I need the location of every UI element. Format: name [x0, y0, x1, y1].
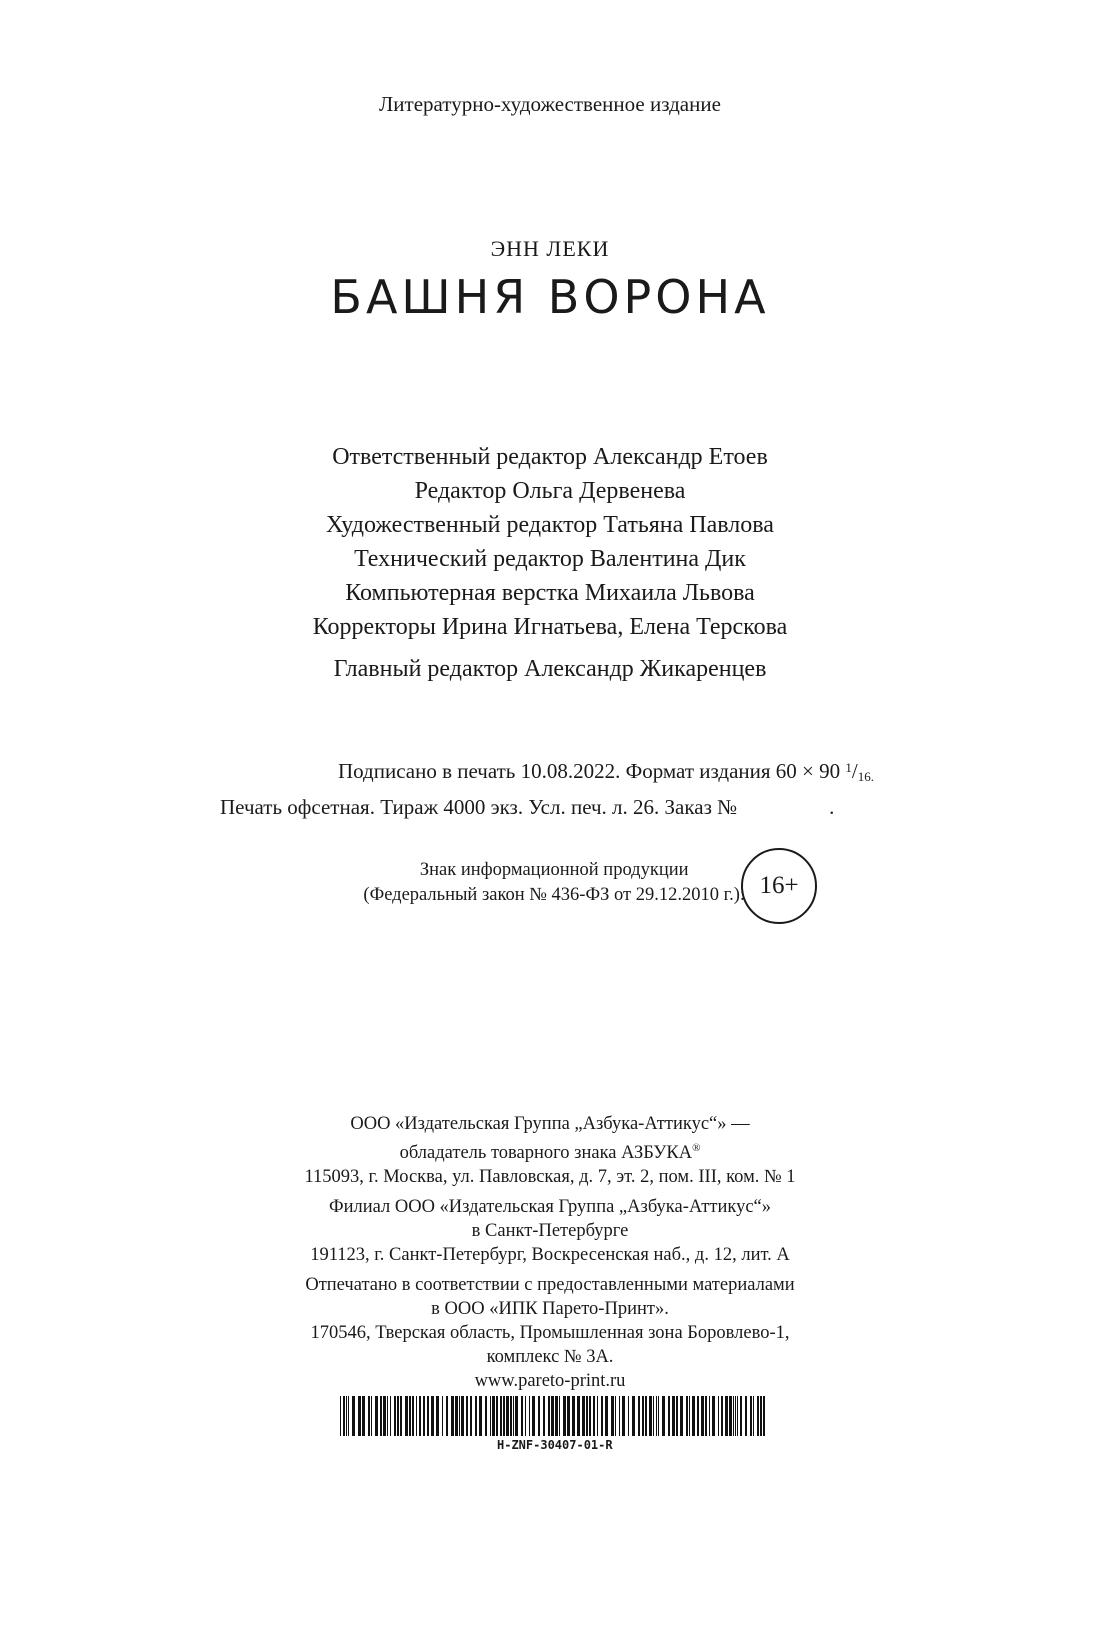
barcode-bar [500, 1396, 502, 1436]
barcode-bar [662, 1396, 665, 1436]
barcode-bar [619, 1396, 620, 1436]
print-info-line-1 [220, 752, 920, 792]
info-sign-line: Знак информационной продукции [419, 860, 689, 880]
barcode-bar [548, 1396, 550, 1436]
barcode-bar [622, 1396, 625, 1436]
barcode-bar [597, 1396, 598, 1436]
barcode-bar [753, 1396, 754, 1436]
print-info [220, 752, 920, 823]
barcode-bar [490, 1396, 491, 1436]
print-info-line-2 [220, 792, 920, 823]
barcode-bar [343, 1396, 345, 1436]
printer-website: www.pareto-print.ru [474, 1371, 626, 1391]
barcode [340, 1396, 770, 1452]
barcode-bar [601, 1396, 603, 1436]
info-sign-line: (Федеральный закон № 436-ФЗ от 29.12.2010 г.): [363, 885, 745, 905]
barcode-bar [412, 1396, 414, 1436]
barcode-bar [697, 1396, 699, 1436]
barcode-bar [605, 1396, 608, 1436]
barcode-bar [705, 1396, 707, 1436]
barcode-bar [555, 1396, 558, 1436]
barcode-bar [506, 1396, 509, 1436]
barcode-bar [451, 1396, 454, 1436]
genre-label: Литературно-художественное издание [379, 92, 721, 116]
age-rating-label: 16+ [759, 872, 799, 899]
barcode-bar [442, 1396, 443, 1436]
barcode-bar [733, 1396, 734, 1436]
credit-line: Редактор Ольга Дервенева [414, 478, 686, 504]
chief-editor: Главный редактор Александр Жикаренцев [333, 656, 767, 682]
barcode-bar [645, 1396, 647, 1436]
publisher-line: 170546, Тверская область, Промышленная зона Боровлево-1, [310, 1323, 790, 1343]
barcode-bar [368, 1396, 370, 1436]
barcode-bar [757, 1396, 759, 1436]
barcode-bar [419, 1396, 421, 1436]
barcode-bar [563, 1396, 566, 1436]
barcode-bar [740, 1396, 742, 1436]
barcode-bar [725, 1396, 728, 1436]
format-fraction-slash: / [851, 759, 858, 783]
credit-line: Ответственный редактор Александр Етоев [332, 444, 768, 470]
barcode-bar [638, 1396, 640, 1436]
barcode-bar [589, 1396, 591, 1436]
barcode-bar [686, 1396, 688, 1436]
barcode-bar [340, 1396, 341, 1436]
publisher-line: 191123, г. Санкт-Петербург, Воскресенская наб., д. 12, лит. А [310, 1245, 790, 1265]
barcode-bar [689, 1396, 690, 1436]
barcode-bar [735, 1396, 736, 1436]
barcode-bar [653, 1396, 654, 1436]
barcode-bar [485, 1396, 487, 1436]
barcode-bar [479, 1396, 482, 1436]
barcode-bar [461, 1396, 464, 1436]
barcode-bar [427, 1396, 429, 1436]
credits-list [0, 440, 1100, 644]
barcode-bar [649, 1396, 652, 1436]
barcode-bar [676, 1396, 678, 1436]
barcode-bar [668, 1396, 670, 1436]
info-sign-text [363, 858, 745, 908]
publisher-block [0, 1112, 1100, 1189]
barcode-bar [709, 1396, 710, 1436]
barcode-bar [611, 1396, 614, 1436]
barcode-bar [397, 1396, 399, 1436]
author-name: ЭНН ЛЕКИ [490, 236, 610, 261]
barcode-bar [459, 1396, 460, 1436]
publisher-line: в Санкт-Петербурге [471, 1221, 629, 1241]
book-title: БАШНЯ ВОРОНА [330, 270, 770, 324]
barcode-bar [446, 1396, 448, 1436]
printer-block [0, 1273, 1100, 1393]
barcode-bar [466, 1396, 468, 1436]
barcode-bar [559, 1396, 560, 1436]
barcode-bar [521, 1396, 523, 1436]
barcode-bar [375, 1396, 378, 1436]
barcode-bar [615, 1396, 616, 1436]
barcode-bar [513, 1396, 514, 1436]
barcode-bar [390, 1396, 391, 1436]
barcode-bar [577, 1396, 580, 1436]
barcode-graphic [340, 1396, 770, 1436]
barcode-bar [701, 1396, 704, 1436]
barcode-bar [628, 1396, 629, 1436]
barcode-bar [515, 1396, 518, 1436]
barcode-bar [582, 1396, 585, 1436]
registered-mark: ® [692, 1142, 701, 1154]
publisher-info [0, 1112, 1100, 1399]
barcode-bar [525, 1396, 526, 1436]
barcode-bar [593, 1396, 595, 1436]
credit-line: Художественный редактор Татьяна Павлова [326, 512, 774, 538]
barcode-bar [538, 1396, 540, 1436]
barcode-bar [352, 1396, 355, 1436]
branch-block [0, 1195, 1100, 1267]
credit-line: Компьютерная верстка Михаила Львова [345, 580, 755, 606]
print-info-period: . [829, 795, 835, 819]
credit-line: Технический редактор Валентина Дик [354, 546, 746, 572]
barcode-bar [632, 1396, 635, 1436]
barcode-bar [642, 1396, 644, 1436]
barcode-bar [586, 1396, 588, 1436]
barcode-bar [394, 1396, 396, 1436]
barcode-bar [383, 1396, 386, 1436]
barcode-bar [543, 1396, 545, 1436]
barcode-code: H-ZNF-30407-01-R [497, 1438, 613, 1452]
credit-line: Корректоры Ирина Игнатьева, Елена Терскова [312, 614, 788, 640]
barcode-bar [692, 1396, 695, 1436]
publisher-line: Филиал ООО «Издательская Группа „Азбука-Аттикус“» [328, 1197, 772, 1217]
barcode-bar [405, 1396, 408, 1436]
barcode-bar [763, 1396, 765, 1436]
barcode-bar [455, 1396, 458, 1436]
publisher-line: комплекс № 3А. [486, 1347, 614, 1367]
barcode-bar [409, 1396, 411, 1436]
barcode-bar [423, 1396, 425, 1436]
barcode-bar [532, 1396, 535, 1436]
barcode-bar [510, 1396, 512, 1436]
barcode-bar [387, 1396, 388, 1436]
barcode-bar [718, 1396, 719, 1436]
barcode-bar [712, 1396, 715, 1436]
barcode-bar [551, 1396, 554, 1436]
publisher-line: Отпечатано в соответствии с предоставленными материалами [305, 1275, 795, 1295]
barcode-bar [400, 1396, 402, 1436]
barcode-bar [750, 1396, 752, 1436]
format-fraction-numerator: 1 [845, 760, 852, 775]
barcode-bar [721, 1396, 723, 1436]
barcode-bar [475, 1396, 477, 1436]
barcode-bar [737, 1396, 738, 1436]
print-info-text: Подписано в печать 10.08.2022. Формат издания 60 × 90 [337, 759, 841, 783]
publisher-line: ООО «Издательская Группа „Азбука-Аттикус“» — [350, 1114, 750, 1134]
print-info-period: . [870, 769, 874, 784]
barcode-bar [496, 1396, 498, 1436]
barcode-bar [680, 1396, 683, 1436]
barcode-bar [760, 1396, 762, 1436]
barcode-bar [348, 1396, 349, 1436]
barcode-bar [380, 1396, 382, 1436]
barcode-bar [745, 1396, 747, 1436]
barcode-bar [572, 1396, 575, 1436]
print-info-text: Печать офсетная. Тираж 4000 экз. Усл. печ. л. 26. Заказ № [220, 795, 738, 819]
barcode-bar [729, 1396, 732, 1436]
barcode-bar [436, 1396, 439, 1436]
barcode-bar [567, 1396, 570, 1436]
barcode-bar [371, 1396, 372, 1436]
age-rating-badge [741, 848, 817, 924]
barcode-bar [658, 1396, 659, 1436]
barcode-bar [362, 1396, 365, 1436]
publisher-line: в ООО «ИПК Парето-Принт». [431, 1299, 669, 1319]
publisher-line [0, 1136, 1100, 1165]
barcode-bar [358, 1396, 361, 1436]
barcode-bar [529, 1396, 530, 1436]
publisher-line: 115093, г. Москва, ул. Павловская, д. 7, эт. 2, пом. III, ком. № 1 [304, 1167, 796, 1187]
barcode-bar [672, 1396, 675, 1436]
format-fraction-denominator: 16 [857, 769, 871, 784]
publisher-text: обладатель товарного знака АЗБУКА [399, 1143, 693, 1163]
barcode-bar [503, 1396, 505, 1436]
barcode-bar [416, 1396, 417, 1436]
barcode-bar [492, 1396, 495, 1436]
barcode-bar [470, 1396, 472, 1436]
barcode-bar [431, 1396, 434, 1436]
barcode-bar [346, 1396, 347, 1436]
barcode-bar [656, 1396, 657, 1436]
